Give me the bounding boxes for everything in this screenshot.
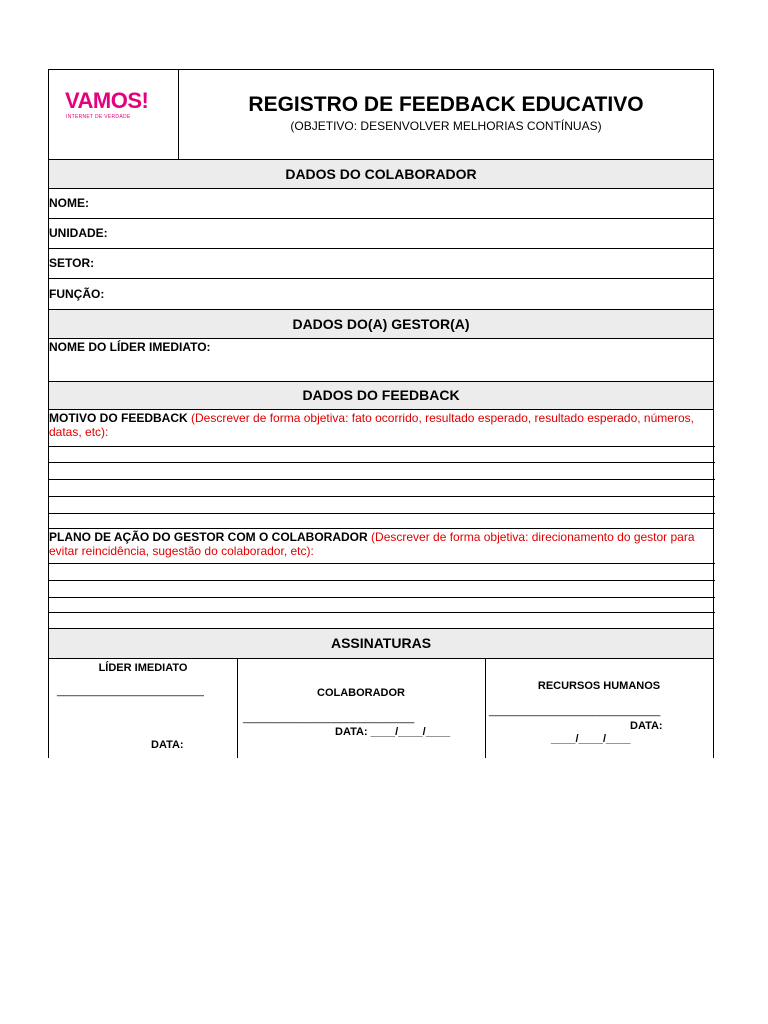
logo-main-text: VAMOS! xyxy=(65,88,149,113)
section-colaborador-header xyxy=(48,159,714,189)
field-nome[interactable] xyxy=(48,188,714,219)
section-gestor-header xyxy=(48,309,714,339)
plano-label: PLANO DE AÇÃO DO GESTOR COM O COLABORADOR xyxy=(49,530,368,544)
field-unidade-label: UNIDADE: xyxy=(49,226,108,240)
plano-line[interactable] xyxy=(49,612,715,613)
signature-lider-line: ________________________ xyxy=(57,685,204,697)
motivo-line[interactable] xyxy=(49,446,715,447)
signature-rh-date-line: ____/____/____ xyxy=(551,733,631,745)
page-subtitle: (OBJETIVO: DESENVOLVER MELHORIAS CONTÍNUAS) xyxy=(290,119,602,133)
field-unidade[interactable] xyxy=(48,218,714,249)
signature-rh[interactable] xyxy=(485,658,714,758)
plano-line[interactable] xyxy=(49,597,715,598)
section-assinaturas-header xyxy=(48,628,714,659)
motivo-line[interactable] xyxy=(49,462,715,463)
motivo-line[interactable] xyxy=(49,513,715,514)
plano-acao-block[interactable] xyxy=(48,528,714,629)
plano-hint: (Descrever de forma objetiva: direcionamento do gestor para evitar reincidência, sugestão do colaborador, etc): xyxy=(49,530,695,558)
field-funcao[interactable] xyxy=(48,278,714,310)
section-feedback-title: DADOS DO FEEDBACK xyxy=(302,387,460,403)
signature-rh-date: DATA: xyxy=(630,720,663,732)
motivo-line[interactable] xyxy=(49,479,715,480)
vamos-logo xyxy=(65,88,165,120)
title-cell xyxy=(178,69,714,160)
signature-lider-date: DATA: xyxy=(151,739,184,751)
signature-rh-line: ____________________________ xyxy=(489,705,661,717)
motivo-label: MOTIVO DO FEEDBACK xyxy=(49,411,188,425)
signature-lider-title: LÍDER IMEDIATO xyxy=(98,662,188,674)
logo-cell xyxy=(48,69,179,160)
signature-colaborador[interactable] xyxy=(237,658,486,758)
signature-colaborador-date: DATA: ____/____/____ xyxy=(335,726,451,738)
section-feedback-header xyxy=(48,381,714,410)
field-nome-label: NOME: xyxy=(49,196,89,210)
signature-colaborador-title: COLABORADOR xyxy=(317,687,405,699)
field-funcao-label: FUNÇÃO: xyxy=(49,287,105,301)
plano-line[interactable] xyxy=(49,563,715,564)
field-lider-imediato[interactable] xyxy=(48,338,714,382)
field-setor[interactable] xyxy=(48,248,714,279)
signature-colaborador-line: ____________________________ xyxy=(243,712,415,724)
motivo-line[interactable] xyxy=(49,496,715,497)
section-gestor-title: DADOS DO(A) GESTOR(A) xyxy=(292,316,470,332)
field-lider-imediato-label: NOME DO LÍDER IMEDIATO: xyxy=(49,340,211,354)
logo-tagline: INTERNET DE VERDADE xyxy=(66,114,131,120)
section-assinaturas-title: ASSINATURAS xyxy=(330,635,432,651)
field-setor-label: SETOR: xyxy=(49,256,95,270)
motivo-hint: (Descrever de forma objetiva: fato ocorrido, resultado esperado, resultado esperado, números, datas, etc): xyxy=(49,411,694,439)
plano-line[interactable] xyxy=(49,580,715,581)
signature-lider[interactable] xyxy=(48,658,238,758)
motivo-text xyxy=(49,410,713,439)
signature-rh-title: RECURSOS HUMANOS xyxy=(537,680,661,692)
page-title: REGISTRO DE FEEDBACK EDUCATIVO xyxy=(248,93,644,116)
plano-text xyxy=(49,529,713,558)
motivo-block[interactable] xyxy=(48,409,714,529)
section-colaborador-title: DADOS DO COLABORADOR xyxy=(285,166,477,182)
